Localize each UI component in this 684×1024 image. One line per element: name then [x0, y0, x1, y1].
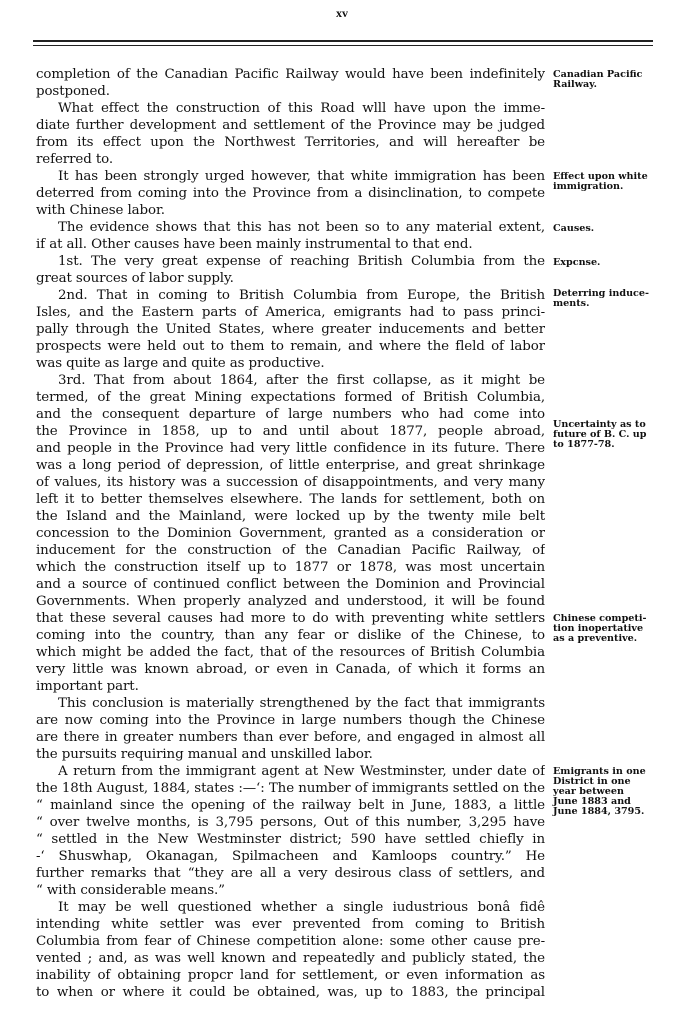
text-line: further remarks that “they are all a very desirous class of settlers, and [36, 866, 545, 881]
text-line: that these several causes had more to do with preventing white settlers [36, 611, 545, 626]
text-line: of values, its history was a succession of disappointments, and very many [36, 475, 545, 490]
text-line: the Island and the Mainland, were locked up by the twenty mile belt [36, 509, 545, 524]
margin-note-line: Deterring induce- [553, 288, 649, 299]
margin-note-line: year between [553, 786, 624, 797]
text-line: are there in greater numbers than ever before, and engaged in almost all [36, 730, 545, 745]
text-line: inability of obtaining propcr land for settlement, or even information as [36, 968, 545, 983]
text-line: 2nd. That in coming to British Columbia from Europe, the British [58, 288, 545, 303]
page-number: xv [336, 6, 348, 20]
text-line: and people in the Province had very little confidence in its future. There [36, 441, 545, 456]
text-line: termed, of the great Mining expectations formed of British Columbia, [36, 390, 545, 405]
text-line: This conclusion is materially strengthened by the fact that immigrants [58, 696, 545, 711]
margin-note-deterring-inducements [553, 289, 681, 309]
margin-note-chinese-competition [553, 614, 681, 644]
text-line: “ settled in the New Westminster district; 590 have settled chiefly in [36, 832, 545, 847]
text-line: if at all. Other causes have been mainly instrumental to that end. [36, 237, 473, 252]
margin-note-uncertainty-future [553, 420, 681, 450]
text-line: 3rd. That from about 1864, after the first collapse, as it might be [58, 373, 545, 388]
margin-note-causes [553, 224, 681, 234]
text-line: “ with considerable means.” [36, 883, 225, 898]
text-line: the 18th August, 1884, states :—‘: The number of immigrants settled on the [36, 781, 545, 796]
text-line: which the construction itself up to 1877 or 1878, was most uncertain [36, 560, 545, 575]
text-line: left it to better themselves elsewhere. The lands for settlement, both on [36, 492, 545, 507]
text-line: was a long period of depression, of little enterprise, and great shrinkage [36, 458, 545, 473]
header-rule-thin [33, 45, 653, 46]
margin-note-line: Causes. [553, 223, 595, 234]
text-line: postponed. [36, 84, 110, 99]
text-line: deterred from coming into the Province from a disinclination, to compete [36, 186, 545, 201]
margin-note-effect-upon-white-immigration [553, 172, 681, 192]
text-line: the Province in 1858, up to and until about 1877, people abroad, [36, 424, 545, 439]
text-line: important part. [36, 679, 139, 694]
text-line: referred to. [36, 152, 114, 167]
text-line: The evidence shows that this has not been so to any material extent, [58, 220, 545, 235]
text-line: great sources of labor supply. [36, 271, 234, 286]
text-line: coming into the country, than any fear or dislike of the Chinese, to [36, 628, 545, 643]
margin-note-expense [553, 258, 681, 268]
margin-note-line: June 1883 and [553, 796, 631, 807]
text-line: with Chinese labor. [36, 203, 165, 218]
margin-note-line: Emigrants in one [553, 766, 646, 777]
text-line: intending white settler was ever prevented from coming to British [36, 917, 545, 932]
margin-note-line: Uncertainty as to [553, 419, 646, 430]
text-line: which might be added the fact, that of the resources of British Columbia [36, 645, 545, 660]
margin-note-line: Railway. [553, 79, 597, 90]
margin-note-line: District in one [553, 776, 631, 787]
text-line: vented ; and, as was well known and repeatedly and publicly stated, the [36, 951, 545, 966]
text-line: -‘ Shuswhap, Okanagan, Spilmacheen and Kamloops country.” He [36, 849, 545, 864]
text-line: are now coming into the Province in large numbers though the Chinese [36, 713, 545, 728]
text-line: very little was known abroad, or even in Canada, of which it forms an [36, 662, 545, 677]
text-line: prospects were held out to them to remain, and where the fleld of labor [36, 339, 545, 354]
margin-note-canadian-pacific-railway [553, 70, 681, 90]
margin-note-line: Effect upon white [553, 171, 648, 182]
text-line: It has been strongly urged however, that white immigration has been [58, 169, 545, 184]
text-line: “ mainland since the opening of the railway belt in June, 1883, a little [36, 798, 545, 813]
margin-note-line: June 1884, 3795. [553, 806, 645, 817]
text-line: completion of the Canadian Pacific Railway would have been indefinitely [36, 67, 545, 82]
margin-note-emigrants-district [553, 767, 681, 817]
margin-note-line: Expcnse. [553, 257, 601, 268]
text-line: concession to the Dominion Government, granted as a consideration or [36, 526, 545, 541]
text-line: pally through the United States, where greater inducements and better [36, 322, 545, 337]
margin-note-line: future of B. C. up [553, 429, 647, 440]
text-line: Governments. When properly analyzed and understood, it will be found [36, 594, 545, 609]
margin-note-line: Chinese competi- [553, 613, 647, 624]
margin-note-line: as a preventive. [553, 633, 638, 644]
margin-note-line: tion inopertative [553, 623, 644, 634]
text-line: the pursuits requiring manual and unskilled labor. [36, 747, 373, 762]
margin-note-line: to 1877-78. [553, 439, 615, 450]
text-line: Isles, and the Eastern parts of America, emigrants had to pass princi- [36, 305, 545, 320]
text-line: was quite as large and quite as productive. [36, 356, 325, 371]
text-line: diate further development and settlement of the Province may be judged [36, 118, 545, 133]
text-line: to when or where it could be obtained, was, up to 1883, the principal [36, 985, 545, 1000]
text-line: “ over twelve months, is 3,795 persons, Out of this number, 3,295 have [36, 815, 545, 830]
text-line: inducement for the construction of the Canadian Pacific Railway, of [36, 543, 545, 558]
text-line: 1st. The very great expense of reaching British Columbia from the [58, 254, 545, 269]
text-line: What effect the construction of this Road wlll have upon the imme- [58, 101, 545, 116]
header-rule-thick [33, 40, 653, 42]
margin-note-line: immigration. [553, 181, 624, 192]
text-line: It may be well questioned whether a single iudustrious bonâ fidê [58, 900, 545, 915]
margin-note-line: Canadian Pacific [553, 69, 643, 80]
text-line: A return from the immigrant agent at New Westminster, under date of [58, 764, 545, 779]
text-line: from its effect upon the Northwest Territories, and will hereafter be [36, 135, 545, 150]
text-line: and the consequent departure of large numbers who had come into [36, 407, 545, 422]
text-line: and a source of continued conflict between the Dominion and Provincial [36, 577, 545, 592]
text-line: Columbia from fear of Chinese competition alone: some other cause pre- [36, 934, 545, 949]
margin-note-line: ments. [553, 298, 590, 309]
